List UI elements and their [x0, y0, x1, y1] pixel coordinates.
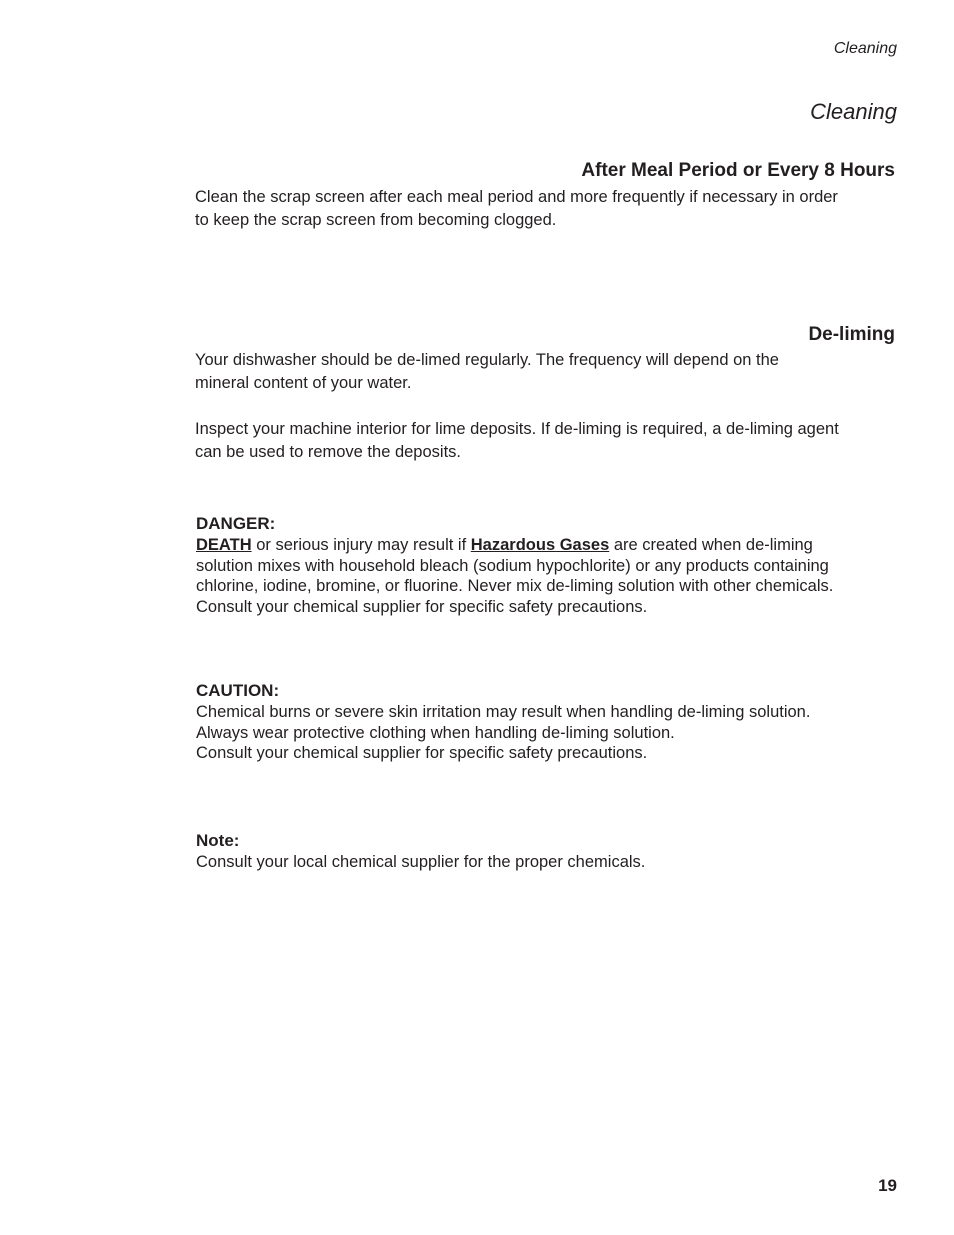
deliming-paragraph-1 [195, 349, 885, 395]
danger-body [196, 535, 896, 618]
danger-text-1: or serious injury may result if [251, 536, 471, 554]
deliming-p1-line-2: mineral content of your water. [195, 374, 412, 392]
danger-line-4: Consult your chemical supplier for specific safety precautions. [196, 598, 648, 617]
hazardous-gases-emphasis: Hazardous Gases [470, 536, 610, 554]
death-emphasis: DEATH [196, 536, 252, 554]
after-meal-line-1: Clean the scrap screen after each meal period and more frequently if necessary in order [195, 188, 838, 206]
danger-text-2: are created when de-liming [609, 536, 813, 554]
danger-line-2: solution mixes with household bleach (sodium hypochlorite) or any products containing [196, 556, 829, 575]
caution-notice [196, 680, 896, 764]
deliming-p2-line-2: can be used to remove the deposits. [195, 443, 461, 461]
caution-line-3: Consult your chemical supplier for specific safety precautions. [196, 744, 648, 763]
deliming-p1-line-1: Your dishwasher should be de-limed regularly. The frequency will depend on the [195, 351, 779, 369]
caution-label: CAUTION: [196, 681, 280, 700]
after-meal-paragraph [195, 186, 885, 232]
page-number: 19 [878, 1176, 897, 1195]
deliming-paragraph-2 [195, 418, 885, 464]
note-label: Note: [196, 831, 240, 850]
after-meal-line-2: to keep the scrap screen from becoming clogged. [195, 211, 557, 229]
running-header: Cleaning [833, 40, 897, 57]
danger-line-3: chlorine, iodine, bromine, or fluorine. Never mix de-liming solution with other chemicals. [196, 577, 834, 596]
deliming-p2-line-1: Inspect your machine interior for lime deposits. If de-liming is required, a de-liming agent [195, 420, 839, 438]
note-body [196, 852, 896, 873]
danger-notice [196, 513, 896, 618]
note-notice [196, 830, 896, 873]
caution-line-2: Always wear protective clothing when handling de-liming solution. [196, 723, 675, 742]
danger-label: DANGER: [196, 514, 276, 533]
danger-line-1 [196, 535, 896, 556]
page-title: Cleaning [810, 99, 897, 124]
caution-body [196, 702, 896, 764]
caution-line-1: Chemical burns or severe skin irritation may result when handling de-liming solution. [196, 703, 811, 721]
deliming-heading: De-liming [808, 324, 895, 345]
note-line-1: Consult your local chemical supplier for the proper chemicals. [196, 853, 646, 871]
after-meal-heading: After Meal Period or Every 8 Hours [581, 160, 895, 181]
